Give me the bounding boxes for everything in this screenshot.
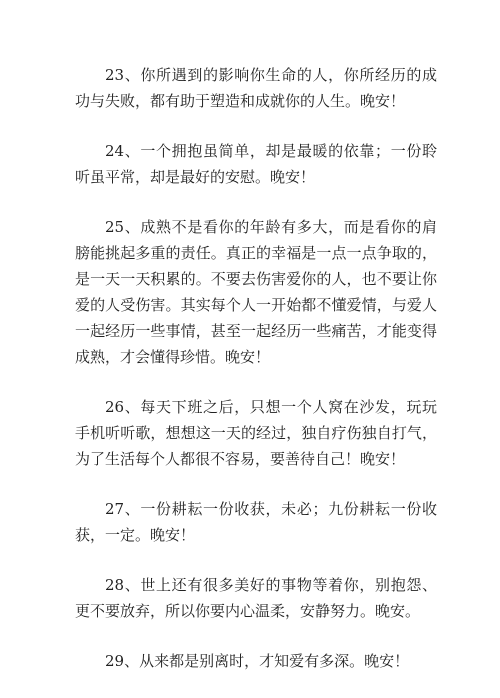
paragraph-25: 25、成熟不是看你的年龄有多大，而是看你的肩膀能挑起多重的责任。真正的幸福是一点一点争取的，是一天一天积累的。不要去伤害爱你的人，也不要让你爱的人受伤害。其实每个人一开始都不懂爱情，与爱人一起经历一些事情，甚至一起经历一些痛苦，才能变得成熟，才会懂得珍惜。晚安！ — [75, 218, 437, 366]
paragraph-29: 29、从来都是别离时，才知爱有多深。晚安！ — [105, 652, 410, 670]
paragraph-28: 28、世上还有很多美好的事物等着你，别抱怨、更不要放弃，所以你要内心温柔，安静努力。晚安。 — [75, 576, 437, 620]
document-body — [75, 62, 437, 698]
paragraph-27: 27、一份耕耘一份收获，未必；九份耕耘一份收获，一定。晚安！ — [75, 500, 437, 544]
paragraph-24: 24、一个拥抱虽简单，却是最暖的依靠；一份聆听虽平常，却是最好的安慰。晚安！ — [75, 142, 437, 186]
paragraph-26: 26、每天下班之后，只想一个人窝在沙发，玩玩手机听听歌，想想这一天的经过，独自疗伤独自打气，为了生活每个人都很不容易，要善待自己！晚安！ — [75, 398, 437, 468]
paragraph-23: 23、你所遇到的影响你生命的人，你所经历的成功与失败，都有助于塑造和成就你的人生。晚安！ — [75, 66, 437, 110]
